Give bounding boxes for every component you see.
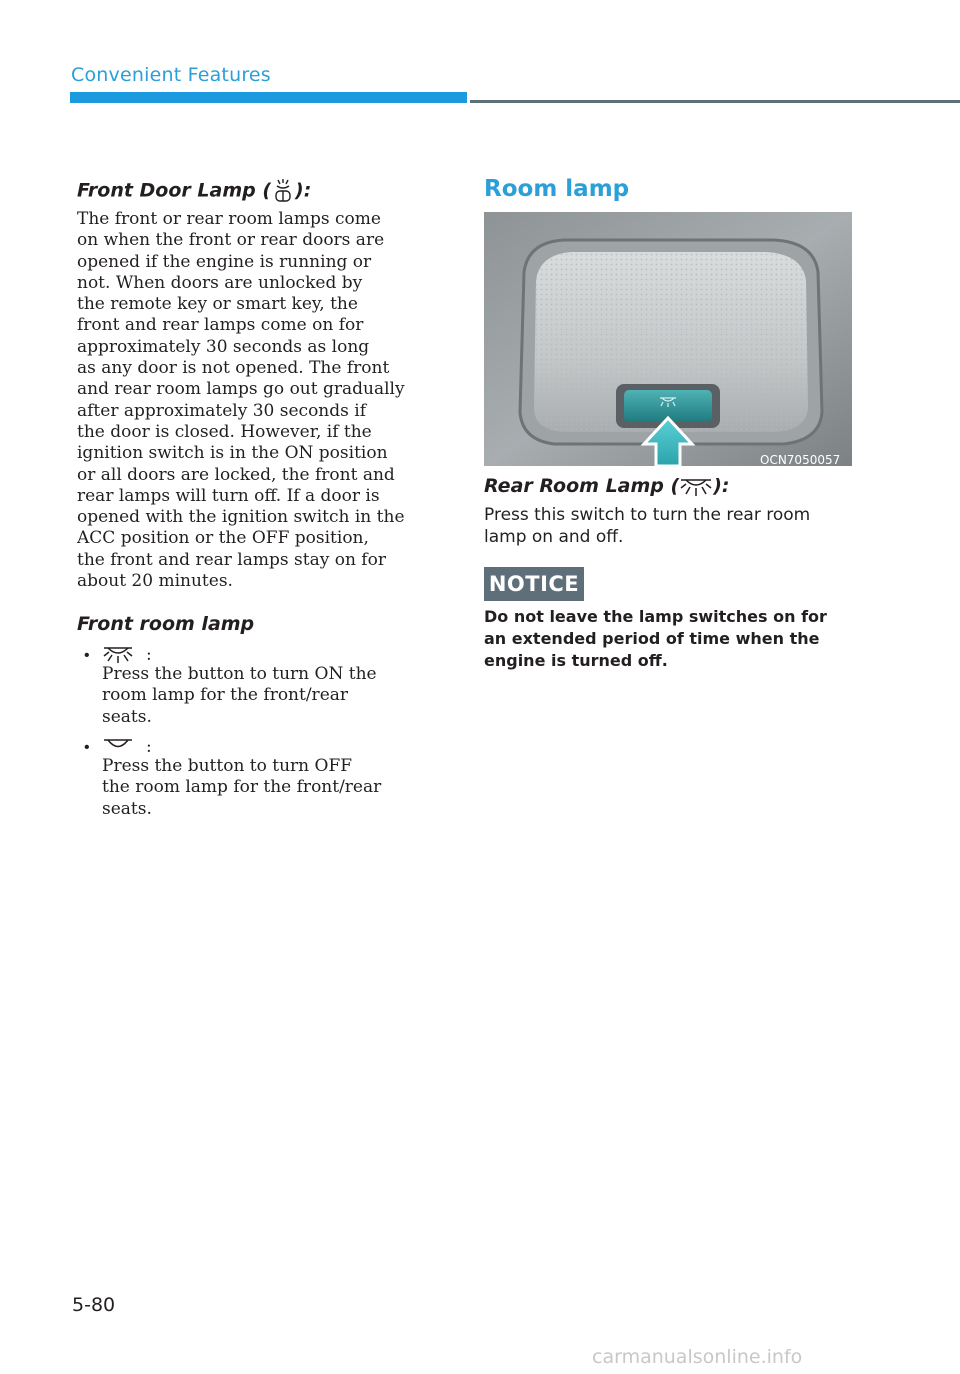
text-line: the remote key or smart key, the [77, 294, 358, 315]
lamp-on-icon [679, 476, 713, 498]
text-line: an extended period of time when the [484, 629, 820, 648]
text-line: the door is closed. However, if the [77, 421, 372, 442]
front-door-lamp-heading [77, 178, 311, 204]
text-line: seats. [102, 798, 152, 819]
notice-badge: NOTICE [484, 567, 584, 601]
room-lamp-photo [484, 212, 852, 466]
image-code: OCN7050057 [760, 453, 841, 467]
rear-room-lamp-heading [484, 475, 730, 498]
text-line: or all doors are locked, the front and [77, 464, 395, 485]
text-line: approximately 30 seconds as long [77, 336, 370, 357]
front-door-heading-close: ): [295, 179, 312, 202]
bullet-dot: • [84, 739, 90, 756]
front-door-heading-text: Front Door Lamp ( [77, 179, 272, 202]
front-room-lamp-heading: Front room lamp [77, 613, 255, 635]
text-line: ignition switch is in the ON position [77, 443, 388, 464]
bullet-colon: : [146, 645, 152, 665]
header-rule-blue [70, 92, 467, 103]
watermark: carmanualsonline.info [592, 1346, 803, 1368]
bullet-colon: : [146, 737, 152, 757]
text-line: opened if the engine is running or [77, 251, 372, 272]
text-line: on when the front or rear doors are [77, 230, 385, 251]
page-number: 5-80 [72, 1294, 116, 1316]
text-line: Press the button to turn OFF [102, 756, 353, 776]
bullet-lamp-off-text [102, 756, 442, 820]
text-line: room lamp for the front/rear [102, 685, 349, 706]
door-lamp-icon [271, 178, 295, 204]
text-line: not. When doors are unlocked by [77, 272, 363, 293]
notice-text [484, 606, 844, 672]
text-line: Press the button to turn ON the [102, 664, 377, 684]
rear-heading-close: ): [713, 475, 730, 497]
lamp-on-icon [102, 645, 134, 665]
rear-heading-text: Rear Room Lamp ( [484, 475, 680, 497]
text-line: after approximately 30 seconds if [77, 400, 366, 421]
text-line: engine is turned off. [484, 651, 668, 670]
rear-room-lamp-description [484, 504, 854, 548]
text-line: lamp on and off. [484, 527, 624, 547]
text-line: Do not leave the lamp switches on for [484, 607, 827, 626]
text-line: rear lamps will turn off. If a door is [77, 485, 380, 506]
text-line: as any door is not opened. The front [77, 358, 390, 379]
bullet-lamp-on-text [102, 664, 442, 728]
text-line: the front and rear lamps stay on for [77, 549, 386, 570]
text-line: Press this switch to turn the rear room [484, 505, 811, 525]
text-line: The front or rear room lamps come [77, 209, 381, 229]
text-line: front and rear lamps come on for [77, 315, 364, 336]
section-title: Convenient Features [71, 64, 271, 86]
room-lamp-title: Room lamp [484, 176, 630, 202]
text-line: about 20 minutes. [77, 571, 233, 592]
text-line: the room lamp for the front/rear [102, 777, 382, 798]
header-rule-gray [470, 100, 960, 103]
front-door-description [77, 209, 457, 592]
text-line: and rear room lamps go out gradually [77, 379, 405, 400]
bullet-dot: • [84, 647, 90, 664]
text-line: seats. [102, 706, 152, 727]
text-line: ACC position or the OFF position, [77, 528, 369, 549]
lamp-off-icon [102, 737, 134, 757]
room-lamp-illustration [484, 212, 852, 466]
text-line: opened with the ignition switch in the [77, 507, 405, 528]
